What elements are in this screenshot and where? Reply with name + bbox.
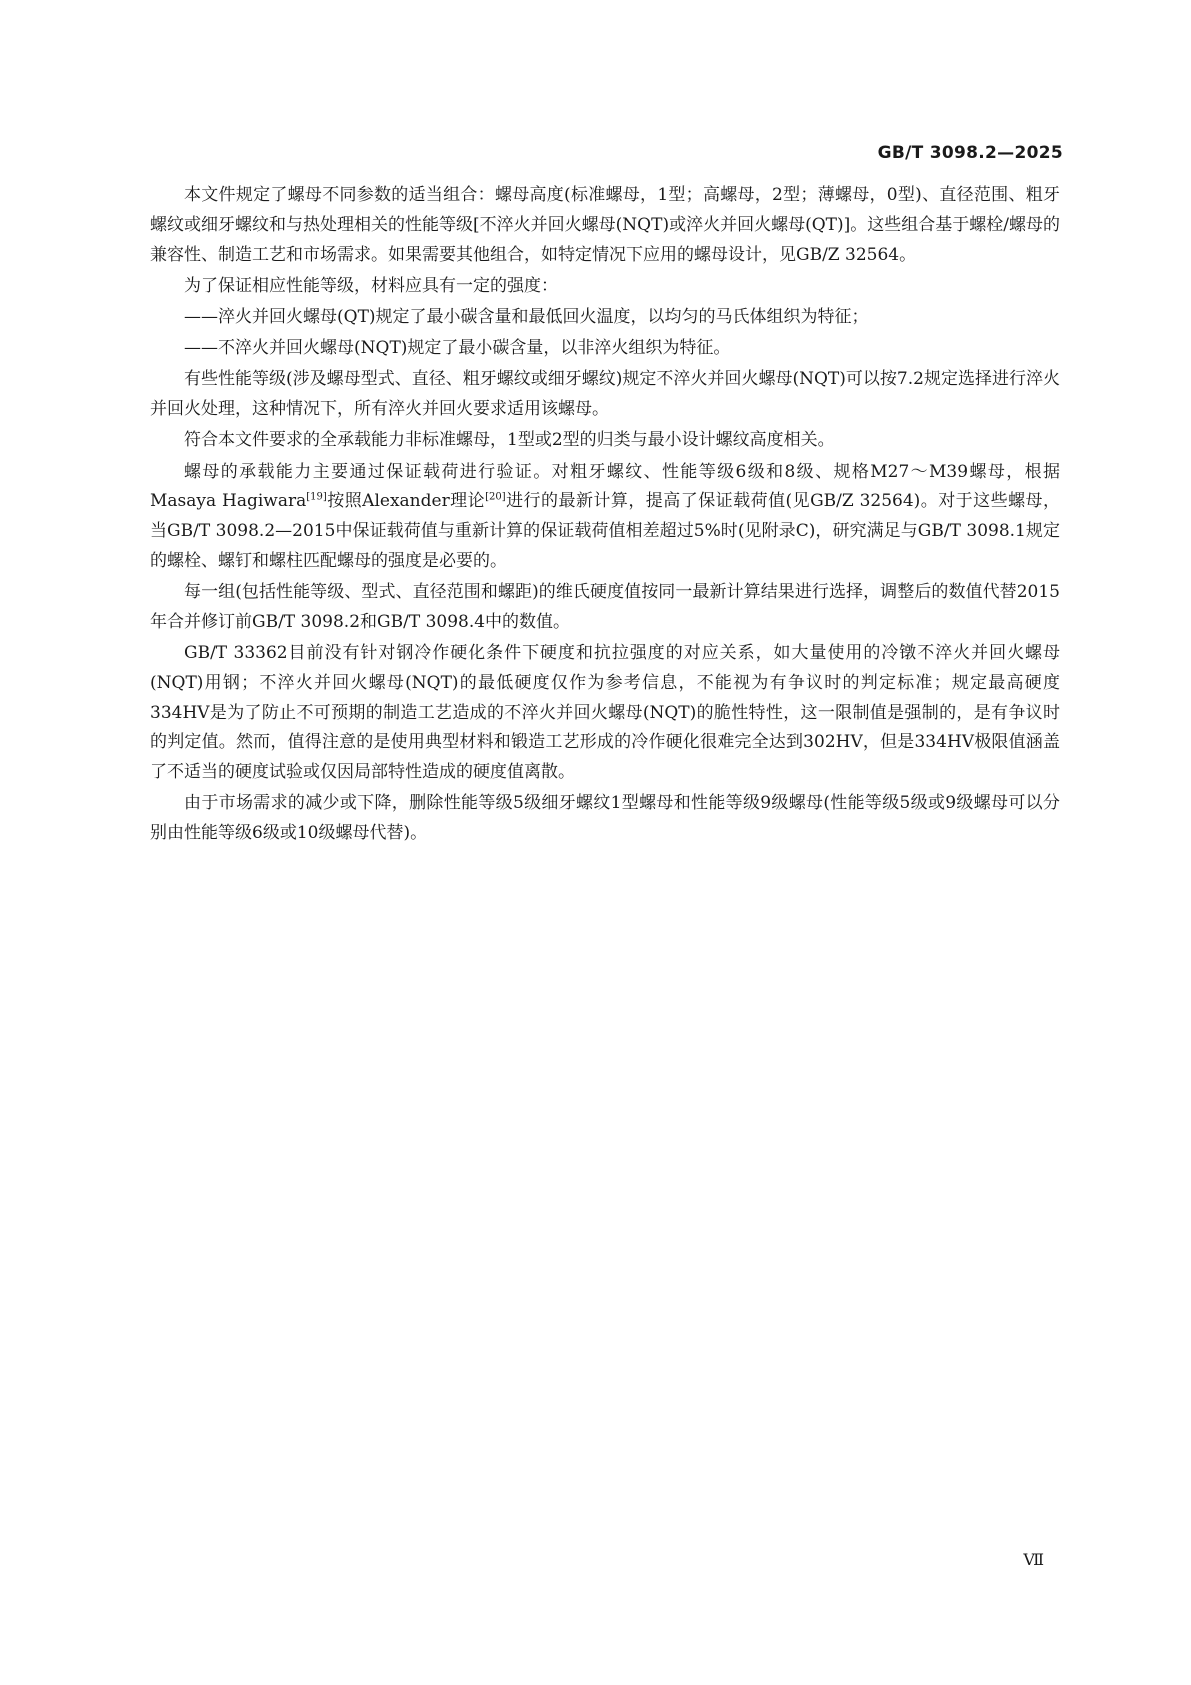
proof-load-text-1: 螺母的承载能力主要通过保证载荷进行验证。对粗牙螺纹、性能等级6级和8级、规格M27～M39螺母，根据Masaya Hagiwara <box>150 461 1060 512</box>
proof-load-text-3: 进行的最新计算，提高了保证载荷值(见GB/Z 32564)。对于这些螺母，当GB/T 3098.2—2015中保证载荷值与重新计算的保证载荷值相差超过5%时(见附录C)，研究满足与GB/T 3098.1规定的螺栓、螺钉和螺柱匹配螺母的强度是必要的。 <box>150 491 1061 571</box>
list-item-qt-nuts: ——淬火并回火螺母(QT)规定了最小碳含量和最低回火温度，以均匀的马氏体组织为特征； <box>184 306 869 327</box>
paragraph-deleted-classes: 由于市场需求的减少或下降，删除性能等级5级细牙螺纹1型螺母和性能等级9级螺母(性能等级5级或9级螺母可以分别由性能等级6级或10级螺母代替)。 <box>150 793 1060 844</box>
paragraph-nonstandard-nuts: 符合本文件要求的全承载能力非标准螺母，1型或2型的归类与最小设计螺纹高度相关。 <box>184 430 835 451</box>
standard-code: GB/T 3098.2—2025 <box>877 143 1063 163</box>
list-item-nqt-nuts: ——不淬火并回火螺母(NQT)规定了最小碳含量，以非淬火组织为特征。 <box>184 338 731 359</box>
paragraph-nut-combinations: 本文件规定了螺母不同参数的适当组合：螺母高度(标准螺母，1型；高螺母，2型；薄螺母，0型)、直径范围、粗牙螺纹或细牙螺纹和与热处理相关的性能等级[不淬火并回火螺母(NQT)或淬火并回火螺母(QT)]。这些组合基于螺栓/螺母的兼容性、制造工艺和市场需求。如果需要其他组合，如特定情况下应用的螺母设计，见GB/Z 32564。 <box>150 185 1060 265</box>
page-number: Ⅶ <box>1023 1550 1044 1569</box>
reference-20: [20] <box>485 491 506 503</box>
reference-19: [19] <box>306 491 327 503</box>
document-body <box>150 181 1060 850</box>
paragraph-cold-work-hardening: GB/T 33362目前没有针对钢冷作硬化条件下硬度和抗拉强度的对应关系，如大量使用的冷镦不淬火并回火螺母(NQT)用钢；不淬火并回火螺母(NQT)的最低硬度仅作为参考信息，不能视为有争议时的判定标准；规定最高硬度334HV是为了防止不可预期的制造工艺造成的不淬火并回火螺母(NQT)的脆性特性，这一限制值是强制的，是有争议时的判定值。然而，值得注意的是使用典型材料和锻造工艺形成的冷作硬化很难完全达到302HV，但是334HV极限值涵盖了不适当的硬度试验或仅因局部特性造成的硬度值离散。 <box>150 643 1060 783</box>
proof-load-text-2: 按照Alexander理论 <box>326 491 486 512</box>
paragraph-material-strength: 为了保证相应性能等级，材料应具有一定的强度： <box>184 275 558 296</box>
paragraph-proof-load <box>150 458 1060 577</box>
paragraph-vickers-hardness: 每一组(包括性能等级、型式、直径范围和螺距)的维氏硬度值按同一最新计算结果进行选择，调整后的数值代替2015年合并修订前GB/T 3098.2和GB/T 3098.4中的数值。 <box>150 582 1060 632</box>
paragraph-heat-treatment-option: 有些性能等级(涉及螺母型式、直径、粗牙螺纹或细牙螺纹)规定不淬火并回火螺母(NQT)可以按7.2规定选择进行淬火并回火处理，这种情况下，所有淬火并回火要求适用该螺母。 <box>150 369 1060 420</box>
